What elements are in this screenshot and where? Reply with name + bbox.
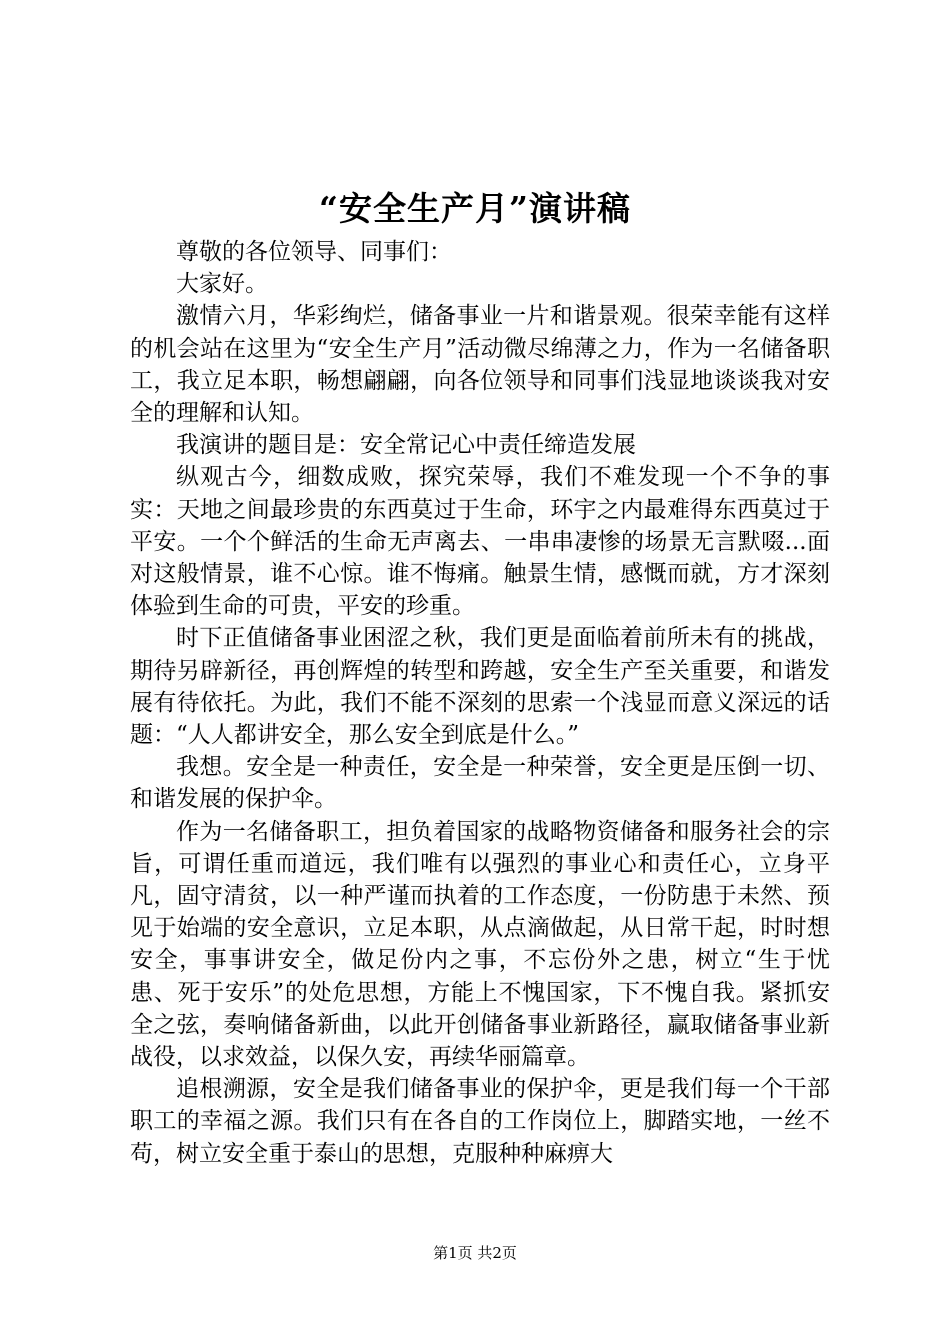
paragraph-topic: 我演讲的题目是：安全常记心中责任缔造发展 <box>176 432 636 459</box>
document-body <box>130 236 830 1170</box>
page-footer: 第1页 共2页 <box>433 1244 517 1262</box>
paragraph: 纵观古今，细数成败，探究荣辱，我们不难发现一个不争的事实：天地之间最珍贵的东西莫过于生命，环宇之内最难得东西莫过于平安。一个个鲜活的生命无声离去、一串串凄惨的场景无言默啜...面对这般情景，谁不心惊。谁不悔痛。触景生情，感慨而就，方才深刻体验到生命的可贵，平安的珍重。 <box>130 464 830 620</box>
paragraph: 时下正值储备事业困涩之秋，我们更是面临着前所未有的挑战，期待另辟新径，再创辉煌的转型和跨越，安全生产至关重要，和谐发展有待依托。为此，我们不能不深刻的思索一个浅显而意义深远的话题：“人人都讲安全，那么安全到底是什么。” <box>130 625 830 749</box>
paragraph: 激情六月，华彩绚烂，储备事业一片和谐景观。很荣幸能有这样的机会站在这里为“安全生产月”活动微尽绵薄之力，作为一名储备职工，我立足本职，畅想翩翩，向各位领导和同事们浅显地谈谈我对安全的理解和认知。 <box>130 303 830 427</box>
document-title: “安全生产月”演讲稿 <box>319 189 631 228</box>
paragraph: 追根溯源，安全是我们储备事业的保护伞，更是我们每一个干部职工的幸福之源。我们只有在各自的工作岗位上，脚踏实地，一丝不苟，树立安全重于泰山的思想，克服种种麻痹大 <box>130 1076 830 1167</box>
paragraph-greeting: 大家好。 <box>176 271 268 298</box>
paragraph: 作为一名储备职工，担负着国家的战略物资储备和服务社会的宗旨，可谓任重而道远，我们唯有以强烈的事业心和责任心，立身平凡，固守清贫，以一种严谨而执着的工作态度，一份防患于未然、预见于始端的安全意识，立足本职，从点滴做起，从日常干起，时时想安全，事事讲安全，做足份内之事，不忘份外之患，树立“生于忧患、死于安乐”的处危思想，方能上不愧国家，下不愧自我。紧抓安全之弦，奏响储备新曲，以此开创储备事业新路径，赢取储备事业新战役，以求效益，以保久安，再续华丽篇章。 <box>130 818 830 1071</box>
paragraph: 我想。安全是一种责任，安全是一种荣誉，安全更是压倒一切、和谐发展的保护伞。 <box>130 754 830 813</box>
paragraph-salutation: 尊敬的各位领导、同事们： <box>176 239 452 265</box>
